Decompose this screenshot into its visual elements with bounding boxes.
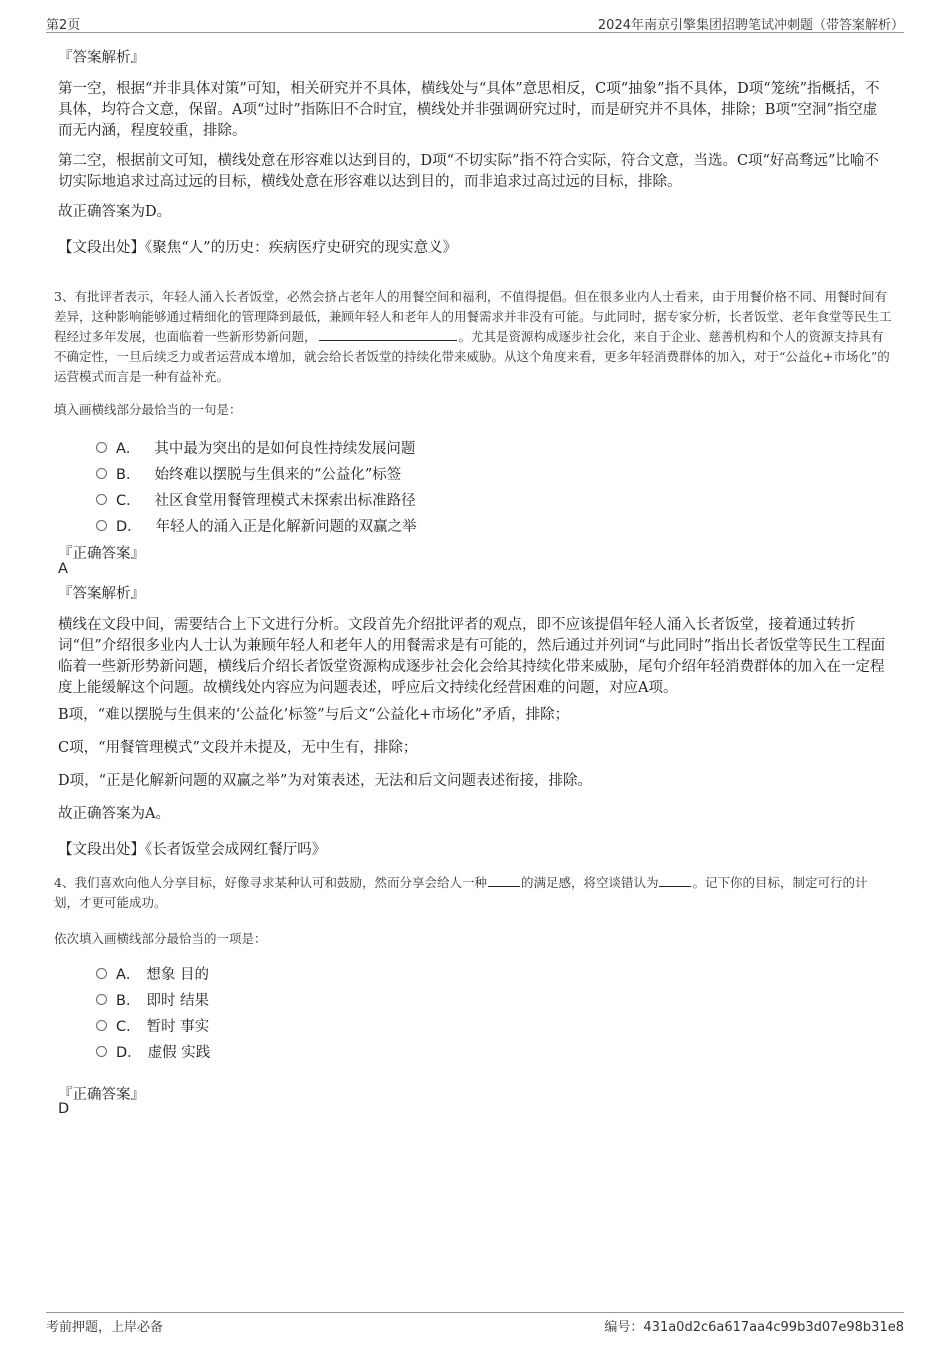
q2-analysis-label: 『答案解析』 bbox=[58, 50, 145, 66]
q2-analysis-para1: 第一空，根据“并非具体对策”可知，相关研究并不具体，横线处与“具体”意思相反，C项“抽象”指不具体，D项“笼统”指概括，不具体，均符合文意，保留。A项“过时”指陈旧不合时宜，横线处并非强调研究过时，而是研究并不具体，排除；B项“空洞”指空虚而无内涵，程度较重，排除。 bbox=[58, 81, 880, 139]
answer-blank bbox=[659, 874, 691, 887]
q3-conclusion: 故正确答案为A。 bbox=[58, 806, 170, 822]
q4-question-text bbox=[54, 873, 892, 913]
option-letter: D． bbox=[116, 1044, 142, 1061]
q3-text-after-blank: 。尤其是资源构成逐步社会化，来自于企业、慈善机构和个人的资源支持具有不确定性，一旦后续乏力或者运营成本增加，就会给长者饭堂的持续化带来威胁。从这个角度来看，更多年轻消费群体的加入，对于“公益化+市场化”的运营模式而言是一种有益补充。 bbox=[54, 329, 890, 384]
q3-option-c[interactable] bbox=[96, 487, 416, 511]
option-letter: B． bbox=[116, 992, 141, 1009]
option-text: 想象 目的 bbox=[146, 966, 210, 983]
option-letter: A． bbox=[116, 440, 141, 457]
q3-prompt: 填入画横线部分最恰当的一句是： bbox=[54, 402, 242, 417]
option-text: 年轻人的涌入正是化解新问题的双赢之举 bbox=[155, 518, 417, 535]
option-text: 其中最为突出的是如何良性持续发展问题 bbox=[154, 440, 416, 457]
document-title: 2024年南京引擎集团招聘笔试冲刺题（带答案解析） bbox=[597, 18, 904, 33]
q4-option-d[interactable] bbox=[96, 1039, 210, 1063]
radio-button[interactable] bbox=[96, 520, 107, 531]
document-id: 编号：431a0d2c6a617aa4c99b3d07e98b31e8 bbox=[604, 1320, 904, 1335]
q3-question-text bbox=[54, 287, 892, 387]
q4-correct-answer: D bbox=[58, 1101, 70, 1117]
q3-correct-label: 『正确答案』 bbox=[58, 546, 145, 562]
q3-analysis-c: C项，“用餐管理模式”文段并未提及，无中生有，排除； bbox=[58, 740, 418, 756]
radio-button[interactable] bbox=[96, 968, 107, 979]
option-letter: C． bbox=[116, 492, 141, 509]
option-text: 暂时 事实 bbox=[146, 1018, 210, 1035]
q4-text-part2: 的满足感，将空谈错认为 bbox=[520, 875, 659, 890]
page-header bbox=[46, 12, 904, 33]
page-footer bbox=[46, 1312, 904, 1335]
page-number: 第2页 bbox=[46, 18, 81, 33]
q2-source: 【文段出处】《聚焦“人”的历史：疾病医疗史研究的现实意义》 bbox=[58, 240, 458, 256]
q2-analysis-para2: 第二空，根据前文可知，横线处意在形容难以达到目的，D项“不切实际”指不符合实际，符合文意，当选。C项“好高骛远”比喻不切实际地追求过高过远的目标，横线处意在形容难以达到目的，而非追求过高过远的目标，排除。 bbox=[58, 153, 879, 190]
radio-button[interactable] bbox=[96, 1020, 107, 1031]
radio-button[interactable] bbox=[96, 442, 107, 453]
q3-analysis-d: D项，“正是化解新问题的双赢之举”为对策表述，无法和后文问题表述衔接，排除。 bbox=[58, 773, 592, 789]
option-text: 社区食堂用餐管理模式未探索出标准路径 bbox=[154, 492, 416, 509]
footer-slogan: 考前押题，上岸必备 bbox=[46, 1320, 164, 1335]
q3-correct-answer: A bbox=[58, 561, 68, 577]
q4-correct-label: 『正确答案』 bbox=[58, 1087, 145, 1103]
option-letter: D． bbox=[116, 518, 142, 535]
q3-source: 【文段出处】《长者饭堂会成网红餐厅吗》 bbox=[58, 842, 327, 858]
q3-option-a[interactable] bbox=[96, 435, 415, 459]
q3-text-before-blank: 3、有批评者表示，年轻人涌入长者饭堂，必然会挤占老年人的用餐空间和福利，不值得提倡。但在很多业内人士看来，由于用餐价格不同、用餐时间有差异，这种影响能够通过精细化的管理降到最低，兼顾年轻人和老年人的用餐需求并非没有可能。与此同时，据专家分析，长者饭堂、老年食堂等民生工程经过多年发展，也面临着一些新形势新问题， bbox=[54, 289, 892, 344]
option-text: 虚假 实践 bbox=[147, 1044, 211, 1061]
option-text: 始终难以摆脱与生俱来的“公益化”标签 bbox=[154, 466, 402, 483]
option-letter: C． bbox=[116, 1018, 141, 1035]
q4-option-a[interactable] bbox=[96, 961, 209, 985]
option-letter: B． bbox=[116, 466, 141, 483]
q3-analysis-para1: 横线在文段中间，需要结合上下文进行分析。文段首先介绍批评者的观点，即不应该提倡年轻人涌入长者饭堂，接着通过转折词“但”介绍很多业内人士认为兼顾年轻人和老年人的用餐需求是有可能的，然后通过并列词“与此同时”指出长者饭堂等民生工程面临着一些新形势新问题，横线后介绍长者饭堂资源构成逐步社会化会给其持续化带来威胁，尾句介绍年轻消费群体的加入在一定程度上能缓解这个问题。故横线处内容应为问题表述，呼应后文持续化经营困难的问题，对应A项。 bbox=[58, 617, 886, 696]
q3-analysis-b: B项，“难以摆脱与生俱来的‘公益化’标签”与后文“公益化+市场化”矛盾，排除； bbox=[58, 707, 570, 723]
q4-option-c[interactable] bbox=[96, 1013, 209, 1037]
option-text: 即时 结果 bbox=[146, 992, 210, 1009]
radio-button[interactable] bbox=[96, 1046, 107, 1057]
radio-button[interactable] bbox=[96, 994, 107, 1005]
q4-text-part1: 4、我们喜欢向他人分享目标，好像寻求某种认可和鼓励，然而分享会给人一种 bbox=[54, 875, 487, 890]
answer-blank bbox=[488, 874, 520, 887]
q3-option-b[interactable] bbox=[96, 461, 401, 485]
q3-analysis-label: 『答案解析』 bbox=[58, 586, 145, 602]
q2-conclusion: 故正确答案为D。 bbox=[58, 204, 172, 220]
option-letter: A． bbox=[116, 966, 141, 983]
answer-blank bbox=[319, 328, 457, 341]
q4-text-part3: 。记下你的目标，制定可行的计划，才更可能成功。 bbox=[54, 875, 868, 910]
radio-button[interactable] bbox=[96, 494, 107, 505]
q4-prompt: 依次填入画横线部分最恰当的一项是： bbox=[54, 931, 267, 946]
radio-button[interactable] bbox=[96, 468, 107, 479]
q3-option-d[interactable] bbox=[96, 513, 417, 537]
q4-option-b[interactable] bbox=[96, 987, 209, 1011]
